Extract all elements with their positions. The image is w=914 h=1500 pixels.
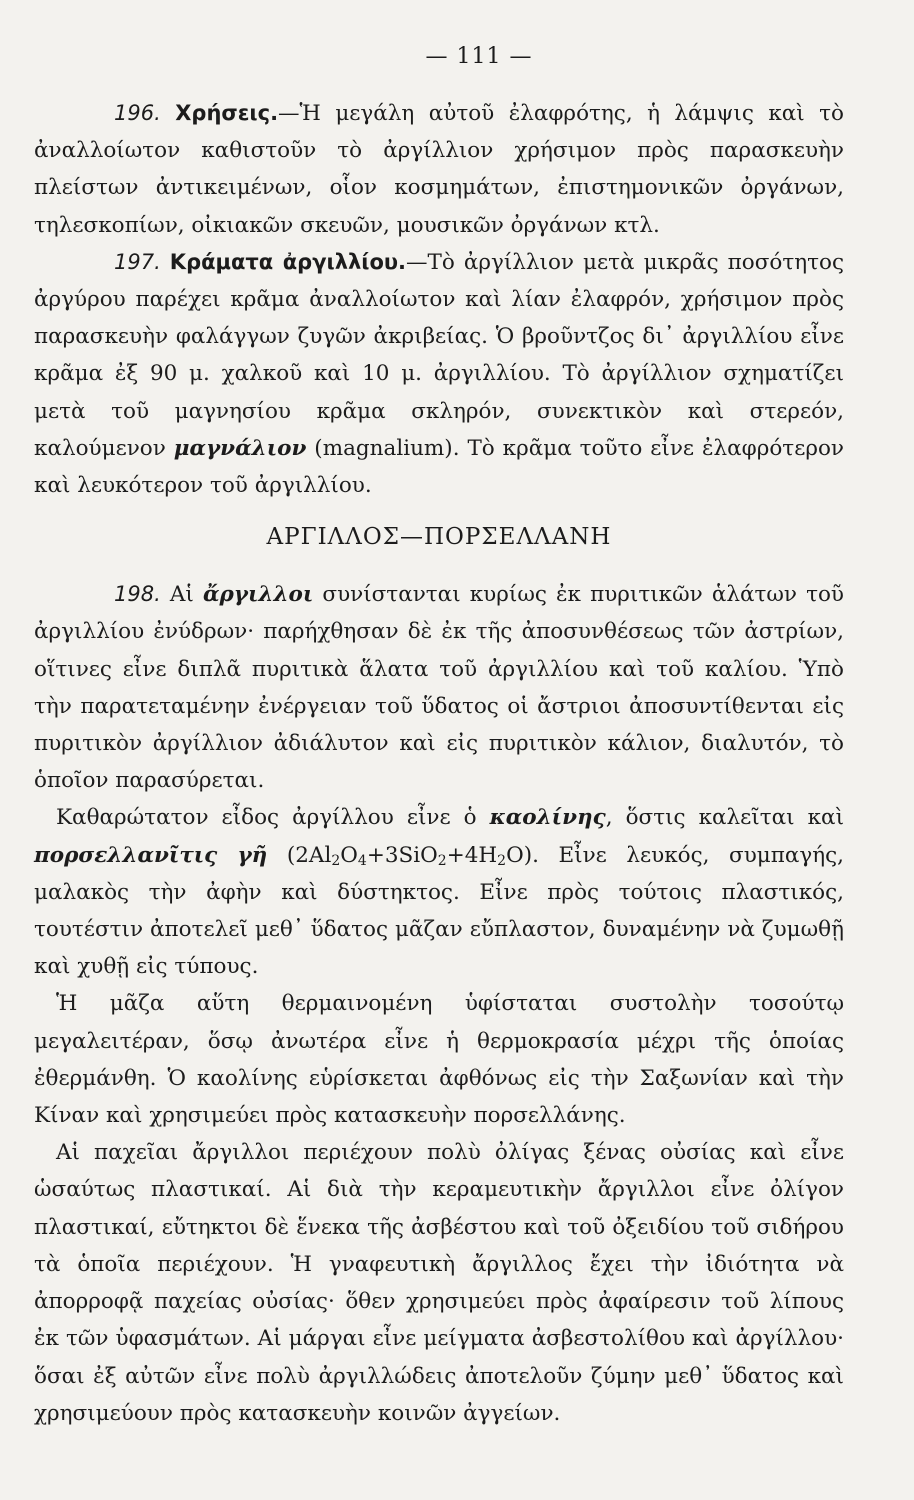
kaolin-text-b: , ὅστις καλεῖται καὶ [605,805,844,831]
section-number-197: 197. [114,249,161,274]
section-197-text-a: —Τὸ ἀργίλλιον μετὰ μικρᾶς ποσότητος ἀργύρου παρέχει κρᾶμα ἀναλλοίωτον καὶ λίαν ἐλαφρόν, χρήσιμον πρὸς παρασκευὴν φαλάγγων ζυγῶν ἀκριβείας. Ὁ βροῦντζος δι᾽ ἀργιλλίου εἶνε κρᾶμα ἐξ 90 μ. χαλκοῦ καὶ 10 μ. ἀργιλλίου. Τὸ ἀργίλλιον σχηματίζει μετὰ τοῦ μαγνησίου κρᾶμα σκληρόν, συνεκτικὸν καὶ στερεόν, καλούμενον [34,249,844,461]
term-magnalion: μαγνάλιον [173,435,307,461]
paragraph-heating: Ἡ μᾶζα αὕτη θερμαινομένη ὑφίσταται συστολὴν τοσούτῳ μεγαλειτέραν, ὅσῳ ἀνωτέρα εἶνε ἡ θερμοκρασία μέχρι τῆς ὁποίας ἐθερμάνθη. Ὁ καολίνης εὑρίσκεται ἀφθόνως εἰς τὴν Σαξωνίαν καὶ τὴν Κίναν καὶ χρησιμεύει πρὸς κατασκευὴν πορσελλάνης. [34,991,844,1129]
section-number-198: 198. [114,582,161,607]
section-number-196: 196. [114,101,161,125]
section-196-text: —Ἡ μεγάλη αὐτοῦ ἐλαφρότης, ἡ λάμψις καὶ τὸ ἀναλλοίωτον καθιστοῦν τὸ ἀργίλλιον χρήσιμον πρὸς παρασκευὴν πλείστων ἀντικειμένων, οἷον κοσμημάτων, ἐπιστημονικῶν ὀργάνων, τηλεσκοπίων, οἰκιακῶν σκευῶν, μουσικῶν ὀργάνων κτλ. [34,101,844,238]
page-number: — 111 — [425,44,533,69]
section-198-text-b: συνίστανται κυρίως ἐκ πυριτικῶν ἁλάτων τοῦ ἀργιλλίου ἐνύδρων· παρήχθησαν δὲ ἐκ τῆς ἀποσυνθέσεως τῶν ἀστρίων, οἵτινες εἶνε διπλᾶ πυριτικὰ ἅλατα τοῦ ἀργιλλίου καὶ τοῦ καλίου. Ὑπὸ τὴν παρατεταμένην ἐνέργειαν τοῦ ὕδατος οἱ ἄστριοι ἀποσυντίθενται εἰς πυριτικὸν ἀργίλλιον ἀδιάλυτον καὶ εἰς πυριτικὸν κάλιον, διαλυτόν, τὸ ὁποῖον παρασύρεται. [34,582,844,794]
term-kaolines: καολίνης [489,805,606,831]
section-196 [34,95,844,244]
term-porselanitis: πορσελλανῖτις γῆ [34,842,268,868]
section-197 [34,244,844,504]
kaolin-text-c: Εἶνε λευκός, συμπαγής, μαλακὸς τὴν ἀφὴν καὶ δύστηκτος. Εἶνε πρὸς τούτοις πλαστικός, τουτέστιν ἀποτελεῖ μεθ᾽ ὕδατος μᾶζαν εὔπλαστον, δυναμένην νὰ ζυμωθῇ καὶ χυθῇ εἰς τύπους. [34,842,844,980]
section-198-text-a: Αἱ [160,582,203,608]
kaolin-text-a: Καθαρώτατον εἶδος ἀργίλλου εἶνε ὁ [56,805,490,831]
section-197-text-b: (magnalium). Τὸ κρᾶμα τοῦτο εἶνε ἐλαφρότερον καὶ λευκότερον τοῦ ἀργιλλίου. [34,435,844,499]
paragraph-kaolin [34,799,844,985]
kaolin-formula: $(2Al_2O_4+3SiO_2+4H_2O)$. [267,842,539,869]
section-title-197: Κράματα ἀργιλλίου. [169,249,407,274]
paragraph-fat-clays: Αἱ παχεῖαι ἄργιλλοι περιέχουν πολὺ ὀλίγας ξένας οὐσίας καὶ εἶνε ὡσαύτως πλαστικαί. Αἱ διὰ τὴν κεραμευτικὴν ἄργιλλοι εἶνε ὀλίγον πλαστικαί, εὔτηκτοι δὲ ἕνεκα τῆς ἀσβέστου καὶ τοῦ ὀξειδίου τοῦ σιδήρου τὰ ὁποῖα περιέχουν. Ἡ γναφευτικὴ ἄργιλλος ἔχει τὴν ἰδιότητα νὰ ἀπορροφᾷ παχείας οὐσίας· ὅθεν χρησιμεύει πρὸς ἀφαίρεσιν τοῦ λίπους ἐκ τῶν ὑφασμάτων. Αἱ μάργαι εἶνε μείγματα ἀσβεστολίθου καὶ ἀργίλλου· ὅσαι ἐξ αὐτῶν εἶνε πολὺ ἀργιλλώδεις ἀποτελοῦν ζύμην μεθ᾽ ὕδατος καὶ χρησιμεύουν πρὸς κατασκευὴν κοινῶν ἀγγείων. [34,1140,844,1426]
section-title-196: Χρήσεις. [175,101,279,125]
term-argilloi: ἄργιλλοι [202,582,314,608]
chapter-heading: ΑΡΓΙΛΛΟΣ—ΠΟΡΣΕΛΛΑΝΗ [266,524,612,551]
section-198 [34,576,844,799]
